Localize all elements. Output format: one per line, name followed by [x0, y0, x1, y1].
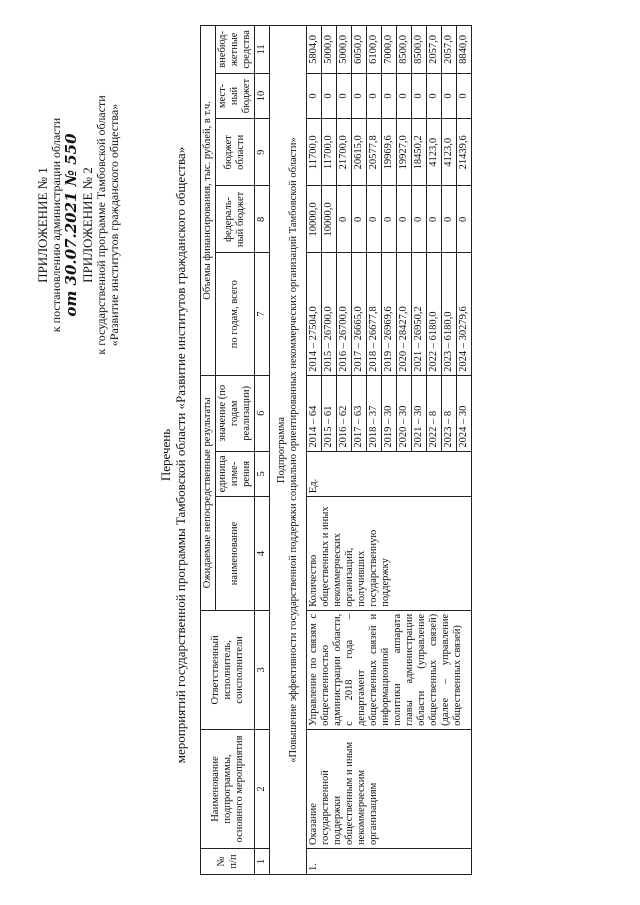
col-number: 6: [255, 375, 270, 451]
subprogram-row: [270, 26, 307, 875]
year-value: 2022 – 8: [427, 375, 442, 451]
year-local: 0: [322, 73, 337, 118]
year-extra: 6100,0: [367, 26, 382, 74]
year-federal: 0: [352, 186, 367, 253]
year-total: 2018 – 26677,8: [367, 253, 382, 375]
year-value: 2016 – 62: [337, 375, 352, 451]
col-header-funding: Объемы финансирования, тыс. рублей, в т.ч.: [201, 26, 216, 376]
subprogram-name: «Повышение эффективности государственной поддержки социально ориентированных некоммерческих организаций Тамбовской области»: [288, 137, 299, 763]
year-federal: 0: [427, 186, 442, 253]
year-value: 2015 – 61: [322, 375, 337, 451]
year-extra: 8840,0: [457, 26, 472, 74]
col-number: 8: [255, 186, 270, 253]
appendix-2-label: ПРИЛОЖЕНИЕ № 2: [80, 167, 95, 283]
col-number: 11: [255, 26, 270, 74]
decree-reference: к постановлению администрации области: [49, 117, 63, 333]
year-extra: 5000,0: [337, 26, 352, 74]
year-local: 0: [412, 73, 427, 118]
col-header-value: значение (по годам реализации): [216, 375, 255, 451]
title-line-1: Перечень: [158, 428, 173, 482]
year-value: 2023 – 8: [442, 375, 457, 451]
year-regional: 21700,0: [337, 119, 352, 186]
year-value: 2020 – 30: [397, 375, 412, 451]
year-regional: 4123,0: [427, 119, 442, 186]
year-total: 2023 – 6180,0: [442, 253, 457, 375]
year-total: 2022 – 6180,0: [427, 253, 442, 375]
measures-table: [200, 25, 472, 875]
year-federal: 10000,0: [307, 186, 322, 253]
year-local: 0: [457, 73, 472, 118]
year-total: 2014 – 27504,0: [307, 253, 322, 375]
year-regional: 4123,0: [442, 119, 457, 186]
header-row-1: [201, 26, 216, 875]
indicator-unit: Ед.: [307, 451, 472, 496]
year-regional: 19927,0: [397, 119, 412, 186]
year-value: 2021 – 30: [412, 375, 427, 451]
appendix-1-label: ПРИЛОЖЕНИЕ № 1: [35, 167, 50, 283]
program-name: «Развитие институтов гражданского общества»: [107, 103, 121, 347]
year-local: 0: [307, 73, 322, 118]
year-local: 0: [367, 73, 382, 118]
measure-executor: Управление по связям с общественностью администрации области, с 2018 года – департамент общественных связей и информационной политики аппарата главы администрации области (управление общественных связей) (далее – управление общественных связей): [307, 610, 472, 729]
year-extra: 6050,0: [352, 26, 367, 74]
col-header-federal: федераль-ный бюджет: [216, 186, 255, 253]
indicator-name: Количество общественных и иных некоммерческих организаций, получивших государственную поддержку: [307, 497, 472, 611]
year-regional: 11700,0: [307, 119, 322, 186]
col-header-regional: бюджет области: [216, 119, 255, 186]
year-value: 2019 – 30: [382, 375, 397, 451]
year-local: 0: [427, 73, 442, 118]
year-local: 0: [442, 73, 457, 118]
year-total: 2024 – 30279,6: [457, 253, 472, 375]
col-number: 9: [255, 119, 270, 186]
year-value: 2024 – 30: [457, 375, 472, 451]
year-total: 2017 – 26665,0: [352, 253, 367, 375]
year-regional: 19969,6: [382, 119, 397, 186]
appendix-header: [35, 45, 121, 405]
year-federal: 0: [412, 186, 427, 253]
col-header-extra: внебюд-жетные средства: [216, 26, 255, 74]
year-extra: 2057,0: [442, 26, 457, 74]
year-federal: 0: [382, 186, 397, 253]
measure-name: Оказание государственной поддержки общественным и иным некоммерческим организациям: [307, 729, 472, 848]
year-total: 2015 – 26700,0: [322, 253, 337, 375]
year-extra: 5000,0: [322, 26, 337, 74]
year-federal: 0: [457, 186, 472, 253]
year-local: 0: [397, 73, 412, 118]
col-number: 2: [255, 729, 270, 848]
year-extra: 8500,0: [397, 26, 412, 74]
col-number: 7: [255, 253, 270, 375]
year-federal: 0: [397, 186, 412, 253]
year-total: 2016 – 26700,0: [337, 253, 352, 375]
col-header-local: мест-ный бюджет: [216, 73, 255, 118]
program-reference: к государственной программе Тамбовской области: [94, 95, 108, 355]
col-number: 1: [255, 849, 270, 875]
year-local: 0: [337, 73, 352, 118]
year-extra: 7000,0: [382, 26, 397, 74]
col-number: 4: [255, 497, 270, 611]
col-header-indicator-name: наименование: [216, 497, 255, 611]
col-header-executor: Ответственный исполнитель, соисполнители: [201, 610, 255, 729]
year-regional: 18450,2: [412, 119, 427, 186]
year-local: 0: [382, 73, 397, 118]
column-number-row: [255, 26, 270, 875]
year-regional: 11700,0: [322, 119, 337, 186]
col-number: 3: [255, 610, 270, 729]
col-header-expected-results: Ожидаемые непосредственные результаты: [201, 375, 216, 610]
table-row: [307, 26, 322, 875]
year-extra: 8500,0: [412, 26, 427, 74]
row-number: 1.: [307, 849, 472, 875]
year-regional: 20577,8: [367, 119, 382, 186]
year-total: 2021 – 26950,2: [412, 253, 427, 375]
year-federal: 0: [337, 186, 352, 253]
subprogram-cell: [270, 26, 307, 875]
title-line-2: мероприятий государственной программы Тамбовской области «Развитие институтов гражданского общества»: [173, 146, 188, 764]
decree-date-number: от 30.07.2021 № 550: [62, 133, 80, 317]
document-title: [158, 25, 188, 885]
year-regional: 20615,0: [352, 119, 367, 186]
year-total: 2020 – 28427,0: [397, 253, 412, 375]
col-number: 10: [255, 73, 270, 118]
subprogram-label: Подпрограмма: [276, 416, 287, 484]
year-local: 0: [352, 73, 367, 118]
year-value: 2018 – 37: [367, 375, 382, 451]
col-header-by-years: по годам, всего: [216, 253, 255, 375]
col-number: 5: [255, 451, 270, 496]
year-federal: 10000,0: [322, 186, 337, 253]
year-value: 2014 – 64: [307, 375, 322, 451]
year-value: 2017 – 63: [352, 375, 367, 451]
col-header-num: № п/п: [201, 849, 255, 875]
year-extra: 5804,0: [307, 26, 322, 74]
year-total: 2019 – 26969,6: [382, 253, 397, 375]
year-regional: 21439,6: [457, 119, 472, 186]
year-federal: 0: [442, 186, 457, 253]
year-extra: 2057,0: [427, 26, 442, 74]
col-header-unit: единица изме-рения: [216, 451, 255, 496]
col-header-name: Наименование подпрограммы, основного мероприятия: [201, 729, 255, 848]
year-federal: 0: [367, 186, 382, 253]
